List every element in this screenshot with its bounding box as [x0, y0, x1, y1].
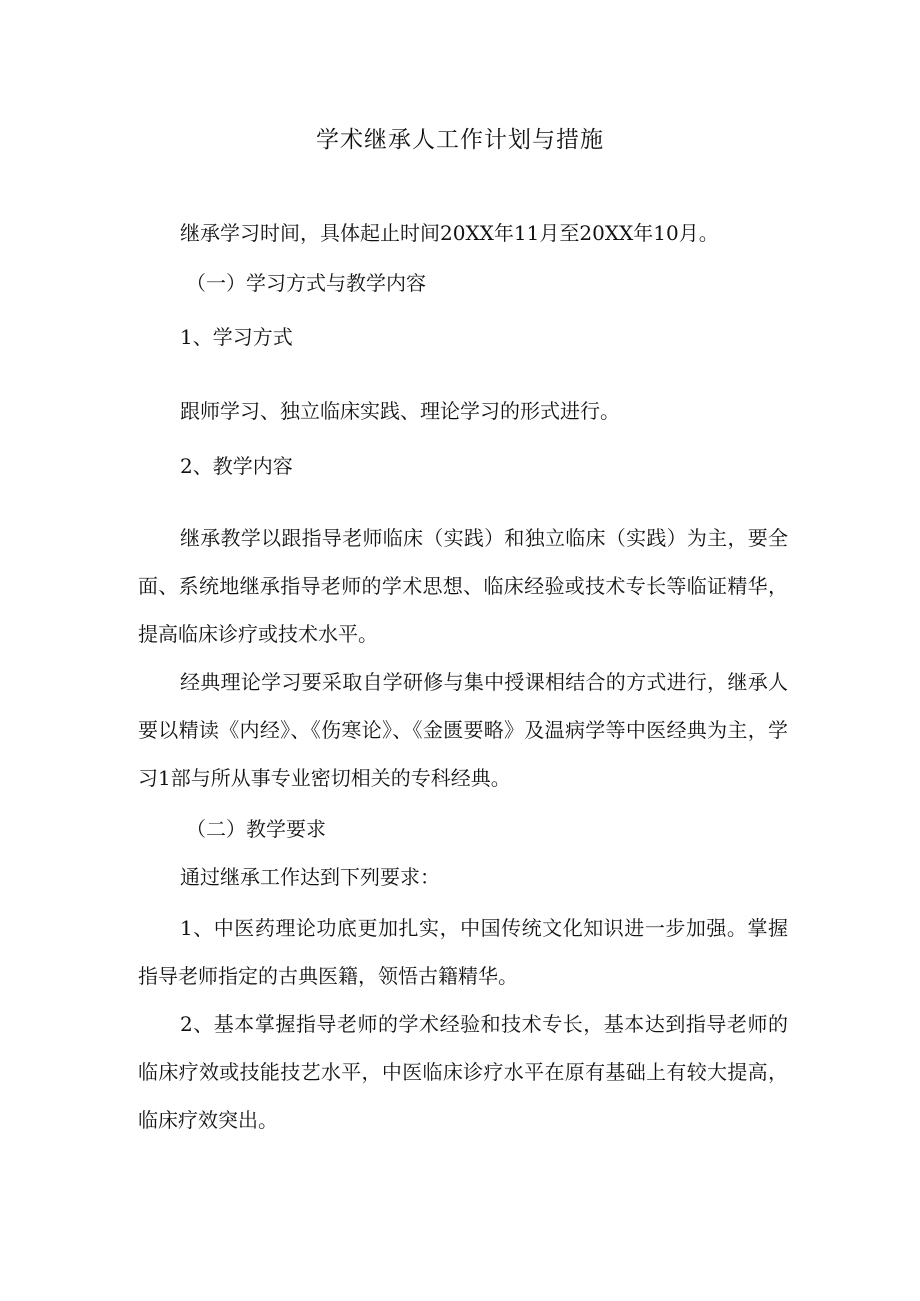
section-2-heading: （二）教学要求 [186, 817, 326, 841]
requirements-intro: 通过继承工作达到下列要求： [180, 865, 440, 889]
document-title: 学术继承人工作计划与措施 [316, 127, 604, 153]
item-2-paragraph-1: 继承教学以跟指导老师临床（实践）和独立临床（实践）为主，要全面、系统地继承指导老师的学术思想、临床经验或技术专长等临证精华，提高临床诊疗或技术水平。 [138, 526, 788, 646]
study-period: 继承学习时间，具体起止时间20XX年11月至20XX年10月。 [180, 221, 719, 245]
requirement-2: 2、基本掌握指导老师的学术经验和技术专长，基本达到指导老师的临床疗效或技能技艺水平，中医临床诊疗水平在原有基础上有较大提高，临床疗效突出。 [138, 1012, 788, 1132]
section-1-heading: （一）学习方式与教学内容 [186, 271, 426, 295]
item-1-text: 跟师学习、独立临床实践、理论学习的形式进行。 [180, 399, 620, 423]
item-1-heading: 1、学习方式 [180, 325, 293, 349]
requirement-1: 1、中医药理论功底更加扎实，中国传统文化知识进一步加强。掌握指导老师指定的古典医籍，领悟古籍精华。 [138, 916, 788, 988]
item-2-heading: 2、教学内容 [180, 454, 293, 478]
item-2-paragraph-2: 经典理论学习要采取自学研修与集中授课相结合的方式进行，继承人要以精读《内经》、《伤寒论》、《金匮要略》及温病学等中医经典为主，学习1部与所从事专业密切相关的专科经典。 [138, 670, 788, 790]
